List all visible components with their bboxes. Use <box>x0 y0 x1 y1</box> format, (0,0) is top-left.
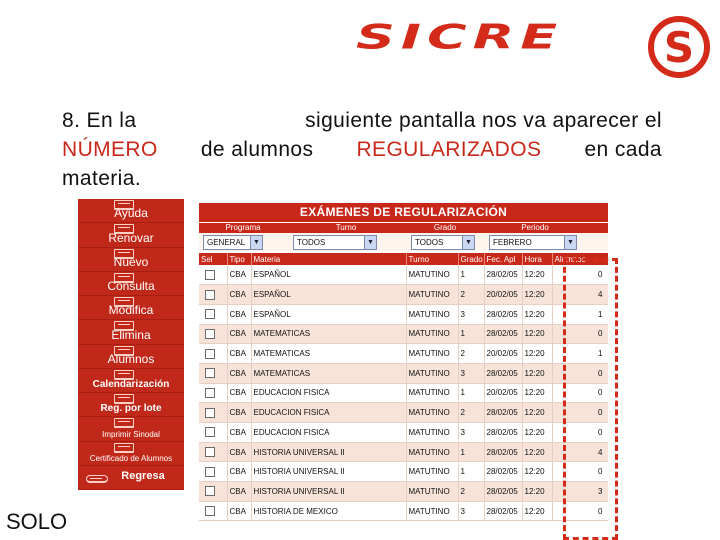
grado-select-value: TODOS <box>415 237 444 247</box>
table-row[interactable] <box>199 324 608 344</box>
cell-fec-apl: 28/02/05 <box>484 403 522 423</box>
cell-hora: 12:20 <box>522 403 552 423</box>
cell-grado: 1 <box>458 265 484 285</box>
chevron-down-icon: ▼ <box>364 236 376 249</box>
filter-label-grado: Grado <box>433 223 457 232</box>
cell-fec-apl: 20/02/05 <box>484 285 522 305</box>
column-header-turno[interactable]: Turno <box>406 253 458 265</box>
sidebar-item-modifica[interactable] <box>78 296 184 320</box>
cell-turno: MATUTINO <box>406 482 458 502</box>
column-header-tipo[interactable]: Tipo <box>227 253 251 265</box>
table-header <box>199 253 608 265</box>
cell-materia: HISTORIA DE MEXICO <box>251 501 406 521</box>
column-header-alumnos[interactable]: Alumnos <box>552 253 608 265</box>
sidebar-item-label: Modifica <box>108 303 154 318</box>
cell-alumnos: 0 <box>552 324 608 344</box>
cell-materia: EDUCACION FISICA <box>251 403 406 423</box>
turno-select-value: TODOS <box>297 237 326 247</box>
row-select-cell <box>199 442 227 462</box>
cell-grado: 1 <box>458 442 484 462</box>
cell-tipo: CBA <box>227 324 251 344</box>
programa-select-value: GENERAL <box>207 237 246 247</box>
row-select-cell <box>199 265 227 285</box>
row-select-cell <box>199 285 227 305</box>
column-header-grado[interactable]: Grado <box>458 253 484 265</box>
cell-hora: 12:20 <box>522 383 552 403</box>
cell-fec-apl: 28/02/05 <box>484 482 522 502</box>
cell-materia: MATEMATICAS <box>251 363 406 383</box>
chevron-down-icon: ▼ <box>250 236 262 249</box>
row-checkbox[interactable] <box>205 349 215 359</box>
cell-turno: MATUTINO <box>406 324 458 344</box>
cell-fec-apl: 28/02/05 <box>484 442 522 462</box>
row-select-cell <box>199 403 227 423</box>
document-icon <box>114 321 134 331</box>
row-select-cell <box>199 363 227 383</box>
row-checkbox[interactable] <box>205 309 215 319</box>
sidebar-item-ayuda[interactable] <box>78 199 184 223</box>
cell-fec-apl: 28/02/05 <box>484 501 522 521</box>
highlight-regularizados: REGULARIZADOS <box>356 138 542 161</box>
cell-hora: 12:20 <box>522 462 552 482</box>
cell-grado: 2 <box>458 285 484 305</box>
cell-hora: 12:20 <box>522 324 552 344</box>
cell-hora: 12:20 <box>522 285 552 305</box>
cell-tipo: CBA <box>227 383 251 403</box>
instruction-text: de alumnos <box>200 138 314 161</box>
sidebar-item-consulta[interactable] <box>78 272 184 296</box>
cell-turno: MATUTINO <box>406 423 458 443</box>
cell-turno: MATUTINO <box>406 462 458 482</box>
cell-hora: 12:20 <box>522 482 552 502</box>
cell-tipo: CBA <box>227 501 251 521</box>
row-select-cell <box>199 324 227 344</box>
table-row[interactable] <box>199 482 608 502</box>
row-checkbox[interactable] <box>205 290 215 300</box>
cell-hora: 12:20 <box>522 423 552 443</box>
sidebar-item-label: Reg. por lote <box>100 403 162 415</box>
instruction-line-3 <box>62 164 662 193</box>
column-header-materia[interactable]: Materia <box>251 253 406 265</box>
cell-grado: 2 <box>458 344 484 364</box>
document-icon <box>114 297 134 307</box>
document-icon <box>114 273 134 283</box>
cell-grado: 3 <box>458 501 484 521</box>
periodo-select-value: FEBRERO <box>493 237 532 247</box>
row-checkbox[interactable] <box>205 506 215 516</box>
cell-hora: 12:20 <box>522 344 552 364</box>
cell-tipo: CBA <box>227 344 251 364</box>
sidebar-item-alumnos[interactable] <box>78 345 184 369</box>
instruction-step: 8. En la <box>62 109 137 132</box>
sidebar-item-label: Regresa <box>121 470 165 483</box>
row-select-cell <box>199 383 227 403</box>
cell-alumnos: 0 <box>552 383 608 403</box>
cell-fec-apl: 28/02/05 <box>484 304 522 324</box>
cell-fec-apl: 28/02/05 <box>484 462 522 482</box>
cell-materia: ESPAÑOL <box>251 265 406 285</box>
table-row[interactable] <box>199 403 608 423</box>
sidebar-item-elimina[interactable] <box>78 320 184 344</box>
filter-label-programa: Programa <box>225 223 261 232</box>
cell-grado: 1 <box>458 324 484 344</box>
table-row[interactable] <box>199 304 608 324</box>
row-select-cell <box>199 304 227 324</box>
table-row[interactable] <box>199 442 608 462</box>
sidebar-item-label: Imprimir Sinodal <box>102 429 160 439</box>
cell-tipo: CBA <box>227 265 251 285</box>
cell-alumnos: 1 <box>552 304 608 324</box>
cell-alumnos: 0 <box>552 462 608 482</box>
table-row[interactable] <box>199 265 608 285</box>
row-select-cell <box>199 423 227 443</box>
row-checkbox[interactable] <box>205 270 215 280</box>
cell-hora: 12:20 <box>522 501 552 521</box>
sidebar-item-label: Calendarización <box>92 379 170 390</box>
column-header-sel[interactable]: Sel <box>199 253 227 265</box>
cell-turno: MATUTINO <box>406 383 458 403</box>
cell-alumnos: 4 <box>552 285 608 305</box>
cell-fec-apl: 28/02/05 <box>484 363 522 383</box>
document-icon <box>114 249 134 259</box>
cell-materia: MATEMATICAS <box>251 344 406 364</box>
table-row[interactable] <box>199 383 608 403</box>
cell-turno: MATUTINO <box>406 304 458 324</box>
cell-tipo: CBA <box>227 482 251 502</box>
sidebar-item-certificado-alumnos[interactable] <box>78 442 184 466</box>
instruction-text: siguiente pantalla nos va aparecer el <box>305 109 662 132</box>
cell-alumnos: 0 <box>552 501 608 521</box>
sidebar-item-label: Certificado de Alumnos <box>89 453 173 463</box>
cell-tipo: CBA <box>227 304 251 324</box>
instruction-text: materia. <box>62 167 142 190</box>
table-row[interactable] <box>199 462 608 482</box>
row-checkbox[interactable] <box>205 486 215 496</box>
sicre-logo-badge: S <box>648 16 710 78</box>
row-checkbox[interactable] <box>205 329 215 339</box>
cell-materia: HISTORIA UNIVERSAL II <box>251 462 406 482</box>
cell-fec-apl: 20/02/05 <box>484 344 522 364</box>
panel-title: EXÁMENES DE REGULARIZACIÓN <box>199 203 608 222</box>
cell-tipo: CBA <box>227 403 251 423</box>
grado-select[interactable] <box>411 235 475 250</box>
cell-grado: 1 <box>458 383 484 403</box>
row-checkbox[interactable] <box>205 427 215 437</box>
cell-turno: MATUTINO <box>406 285 458 305</box>
row-checkbox[interactable] <box>205 388 215 398</box>
sidebar-item-imprimir-sinodal[interactable] <box>78 417 184 441</box>
row-select-cell <box>199 462 227 482</box>
cell-fec-apl: 28/02/05 <box>484 423 522 443</box>
sidebar-item-label: Ayuda <box>114 206 148 221</box>
chevron-down-icon: ▼ <box>462 236 474 249</box>
sidebar-item-label: Elimina <box>111 327 151 342</box>
cell-fec-apl: 28/02/05 <box>484 324 522 344</box>
document-icon <box>114 346 134 356</box>
cell-alumnos: 0 <box>552 423 608 443</box>
cell-hora: 12:20 <box>522 304 552 324</box>
cell-turno: MATUTINO <box>406 442 458 462</box>
table-row[interactable] <box>199 363 608 383</box>
instruction-line-1 <box>62 106 662 135</box>
programa-select[interactable] <box>203 235 263 250</box>
row-select-cell <box>199 344 227 364</box>
row-checkbox[interactable] <box>205 447 215 457</box>
back-arrow-icon <box>86 475 108 483</box>
footer-text: SOLO <box>6 509 68 534</box>
row-checkbox[interactable] <box>205 467 215 477</box>
table-row[interactable] <box>199 285 608 305</box>
row-checkbox[interactable] <box>205 408 215 418</box>
filter-label-periodo: Periodo <box>521 223 549 232</box>
sidebar-menu <box>78 199 184 490</box>
cell-grado: 1 <box>458 462 484 482</box>
cell-alumnos: 0 <box>552 363 608 383</box>
cell-fec-apl: 28/02/05 <box>484 265 522 285</box>
cell-hora: 12:20 <box>522 363 552 383</box>
sicre-logo-text: SICRE <box>356 17 564 57</box>
cell-tipo: CBA <box>227 423 251 443</box>
document-icon <box>114 443 134 453</box>
cell-materia: ESPAÑOL <box>251 304 406 324</box>
cell-tipo: CBA <box>227 462 251 482</box>
document-icon <box>114 370 134 380</box>
cell-hora: 12:20 <box>522 265 552 285</box>
cell-materia: EDUCACION FISICA <box>251 383 406 403</box>
cell-grado: 2 <box>458 403 484 423</box>
document-icon <box>114 418 134 428</box>
highlight-numero: NÚMERO <box>62 138 158 161</box>
cell-grado: 3 <box>458 423 484 443</box>
cell-grado: 2 <box>458 482 484 502</box>
table-row[interactable] <box>199 344 608 364</box>
cell-tipo: CBA <box>227 285 251 305</box>
cell-alumnos: 3 <box>552 482 608 502</box>
regularizacion-panel <box>199 203 608 537</box>
cell-materia: HISTORIA UNIVERSAL II <box>251 442 406 462</box>
sidebar-item-label: Consulta <box>107 279 155 293</box>
sidebar-item-nuevo[interactable] <box>78 248 184 272</box>
cell-turno: MATUTINO <box>406 403 458 423</box>
cell-alumnos: 1 <box>552 344 608 364</box>
row-select-cell <box>199 501 227 521</box>
row-select-cell <box>199 482 227 502</box>
sidebar-item-regresa[interactable] <box>78 466 184 490</box>
cell-hora: 12:20 <box>522 442 552 462</box>
filter-labels <box>199 223 608 233</box>
sidebar-item-label: Renovar <box>108 230 154 245</box>
cell-grado: 3 <box>458 304 484 324</box>
row-checkbox[interactable] <box>205 368 215 378</box>
sidebar-item-label: Alumnos <box>107 351 155 366</box>
document-icon <box>114 394 134 404</box>
instruction-text: en cada <box>584 138 662 161</box>
sidebar-item-label: Nuevo <box>113 254 149 269</box>
sidebar-item-renovar[interactable] <box>78 223 184 247</box>
cell-materia: MATEMATICAS <box>251 324 406 344</box>
table-row[interactable] <box>199 501 608 521</box>
cell-turno: MATUTINO <box>406 265 458 285</box>
cell-alumnos: 0 <box>552 403 608 423</box>
column-header-fec-apl[interactable]: Fec. Apl <box>484 253 522 265</box>
cell-turno: MATUTINO <box>406 344 458 364</box>
sidebar-item-calendarizacion[interactable] <box>78 369 184 393</box>
cell-grado: 3 <box>458 363 484 383</box>
cell-alumnos: 4 <box>552 442 608 462</box>
instruction-line-2 <box>62 135 662 164</box>
column-header-hora[interactable]: Hora <box>522 253 552 265</box>
cell-turno: MATUTINO <box>406 363 458 383</box>
filter-row <box>199 233 608 251</box>
filter-label-turno: Turno <box>335 223 357 232</box>
document-icon <box>114 224 134 234</box>
sidebar-item-reg-por-lote[interactable] <box>78 393 184 417</box>
slide-instructions <box>62 106 662 193</box>
cell-alumnos: 0 <box>552 265 608 285</box>
turno-select[interactable] <box>293 235 377 250</box>
cell-tipo: CBA <box>227 442 251 462</box>
periodo-select[interactable] <box>489 235 577 250</box>
chevron-down-icon: ▼ <box>564 236 576 249</box>
cell-materia: ESPAÑOL <box>251 285 406 305</box>
document-icon <box>114 200 134 210</box>
cell-materia: EDUCACION FISICA <box>251 423 406 443</box>
cell-tipo: CBA <box>227 363 251 383</box>
cell-turno: MATUTINO <box>406 501 458 521</box>
table-row[interactable] <box>199 423 608 443</box>
cell-fec-apl: 20/02/05 <box>484 383 522 403</box>
materias-table <box>199 253 608 521</box>
cell-materia: HISTORIA UNIVERSAL II <box>251 482 406 502</box>
